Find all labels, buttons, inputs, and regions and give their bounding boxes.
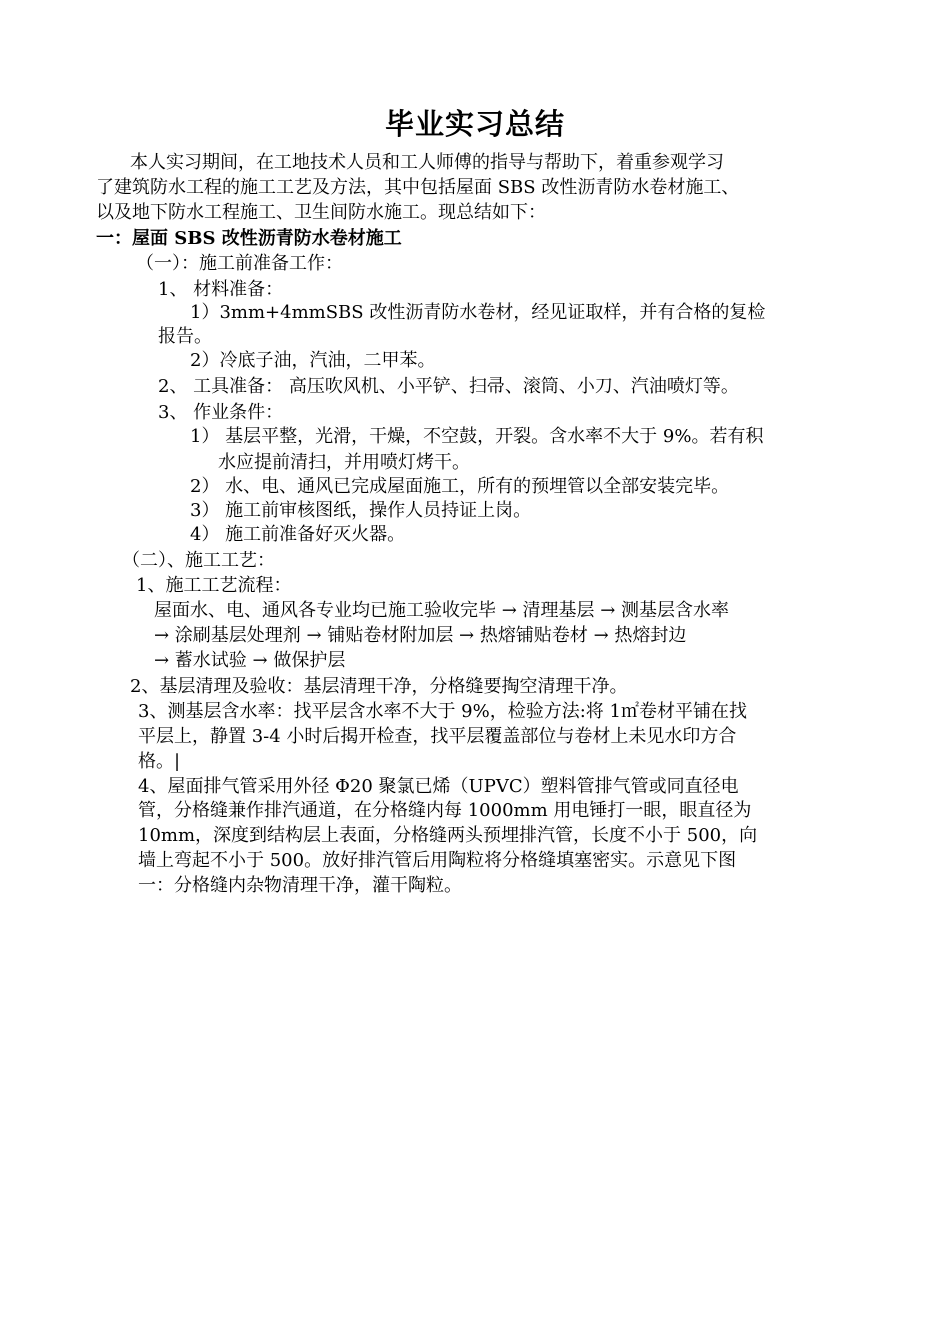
text-line: 2）冷底子油，汽油，二甲苯。 [190,350,436,371]
text-line: → 蓄水试验 → 做保护层 [154,650,346,671]
text-line: 3、测基层含水率：找平层含水率不大于 9%，检验方法:将 1㎡卷材平铺在找 [138,701,747,722]
text-line: 2、 工具准备： 高压吹风机、小平铲、扫帚、滚筒、小刀、汽油喷灯等。 [158,376,739,397]
text-line: 报告。 [158,326,212,347]
text-line: 了建筑防水工程的施工工艺及方法，其中包括屋面 SBS 改性沥青防水卷材施工、 [96,177,740,198]
text-line: 1） 基层平整，光滑，干燥，不空鼓，开裂。含水率不大于 9%。若有积 [190,426,764,447]
section-heading: 一：屋面 SBS 改性沥青防水卷材施工 [96,228,402,249]
text-line: 格。| [138,751,181,772]
text-line: 屋面水、电、通风各专业均已施工验收完毕 → 清理基层 → 测基层含水率 [154,600,730,621]
text-line: 1）3mm+4mmSBS 改性沥青防水卷材，经见证取样，并有合格的复检 [190,302,766,323]
text-line: 墙上弯起不小于 500。放好排汽管后用陶粒将分格缝填塞密实。示意见下图 [138,850,737,871]
text-line: 3、 作业条件： [158,402,284,423]
text-line: 平层上，静置 3-4 小时后揭开检查，找平层覆盖部位与卷材上未见水印方合 [138,726,737,747]
text-line: 1、 材料准备： [158,279,284,300]
subsection-heading: （二）、施工工艺： [122,550,275,571]
text-line: 2、基层清理及验收：基层清理干净，分格缝要掏空清理干净。 [130,676,628,697]
text-line: 本人实习期间，在工地技术人员和工人师傅的指导与帮助下，着重参观学习 [130,152,724,173]
text-line: 10mm，深度到结构层上表面，分格缝两头预埋排汽管，长度不小于 500，向 [138,825,758,846]
text-line: 一：分格缝内杂物清理干净，灌干陶粒。 [138,875,462,896]
text-line: 1、施工工艺流程： [136,575,292,596]
text-line: 管，分格缝兼作排汽通道，在分格缝内每 1000mm 用电锤打一眼，眼直径为 [138,800,752,821]
text-line: 4） 施工前准备好灭火器。 [190,524,406,545]
text-line: 以及地下防水工程施工、卫生间防水施工。现总结如下： [96,202,546,223]
subsection-heading: （一）：施工前准备工作： [136,253,343,274]
text-line: 2） 水、电、通风已完成屋面施工，所有的预埋管以全部安装完毕。 [190,476,730,497]
text-line: 4、屋面排气管采用外径 Φ20 聚氯已烯（UPVC）塑料管排气管或同直径电 [138,776,739,797]
text-line: → 涂刷基层处理剂 → 铺贴卷材附加层 → 热熔铺贴卷材 → 热熔封边 [154,625,687,646]
text-line: 水应提前清扫，并用喷灯烤干。 [218,452,470,473]
document-title: 毕业实习总结 [384,107,565,141]
text-line: 3） 施工前审核图纸，操作人员持证上岗。 [190,500,532,521]
